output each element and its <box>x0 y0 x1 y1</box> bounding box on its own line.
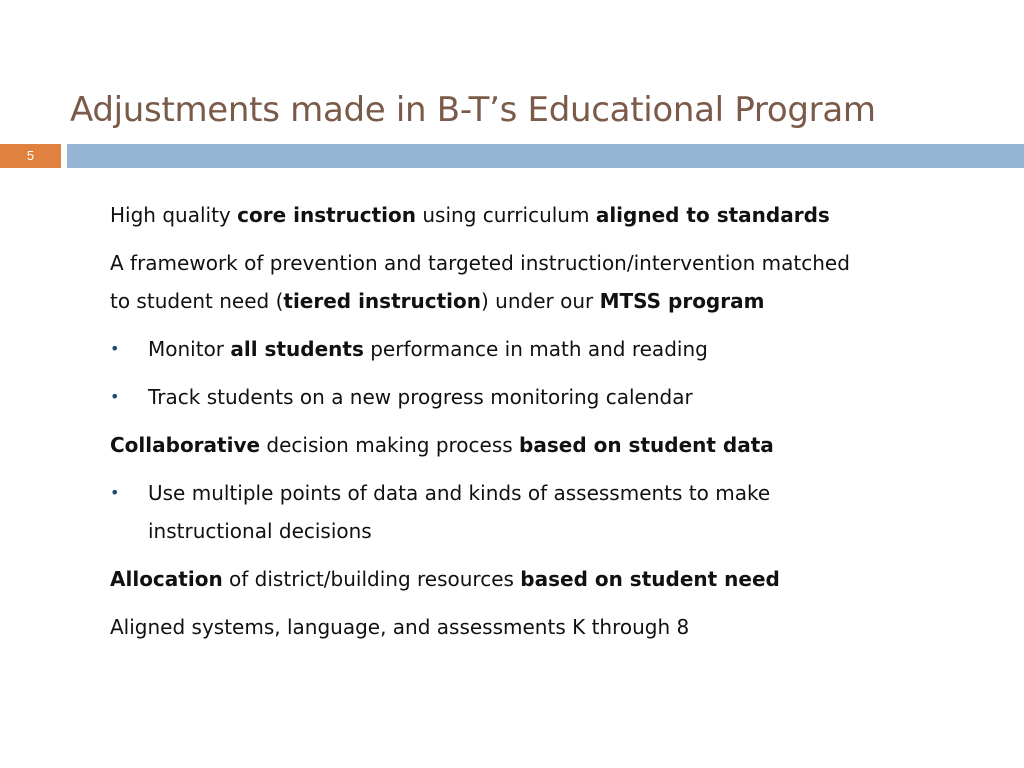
slide-title: Adjustments made in B-T’s Educational Program <box>70 90 876 130</box>
bold-text: tiered instruction <box>283 289 481 313</box>
bold-text: based on student data <box>519 433 774 457</box>
text: performance in math and reading <box>363 337 708 361</box>
text: of district/building resources <box>222 567 521 591</box>
text: decision making process <box>260 433 520 457</box>
title-rule <box>67 144 1024 168</box>
text: using curriculum <box>416 203 596 227</box>
slide-content <box>110 196 970 656</box>
bullet-icon: • <box>110 483 120 502</box>
paragraph-collaborative <box>110 426 970 464</box>
bold-text: MTSS program <box>599 289 765 313</box>
text: instructional decisions <box>148 519 372 543</box>
text: Aligned systems, language, and assessments K through 8 <box>110 615 690 639</box>
paragraph-aligned-systems <box>110 608 970 646</box>
paragraph-framework <box>110 244 970 320</box>
bold-text: Allocation <box>110 567 223 591</box>
text: Use multiple points of data and kinds of assessments to make <box>148 481 771 505</box>
text: Track students on a new progress monitoring calendar <box>148 385 693 409</box>
bullet-multiple-points <box>110 474 970 550</box>
bold-text: all students <box>230 337 364 361</box>
paragraph-allocation <box>110 560 970 598</box>
bold-text: Collaborative <box>110 433 261 457</box>
text: Monitor <box>148 337 231 361</box>
bullet-icon: • <box>110 339 120 358</box>
bold-text: core instruction <box>237 203 417 227</box>
line-continuation <box>110 282 970 320</box>
bullet-icon: • <box>110 387 120 406</box>
text: A framework of prevention and targeted instruction/intervention matched <box>110 251 850 275</box>
text: ) under our <box>481 289 600 313</box>
slide-number: 5 <box>0 144 61 168</box>
text: High quality <box>110 203 238 227</box>
bullet-monitor <box>110 330 970 368</box>
bold-text: based on student need <box>520 567 780 591</box>
paragraph-core-instruction <box>110 196 970 234</box>
text: to student need ( <box>110 289 284 313</box>
bold-text: aligned to standards <box>595 203 830 227</box>
bullet-track <box>110 378 970 416</box>
